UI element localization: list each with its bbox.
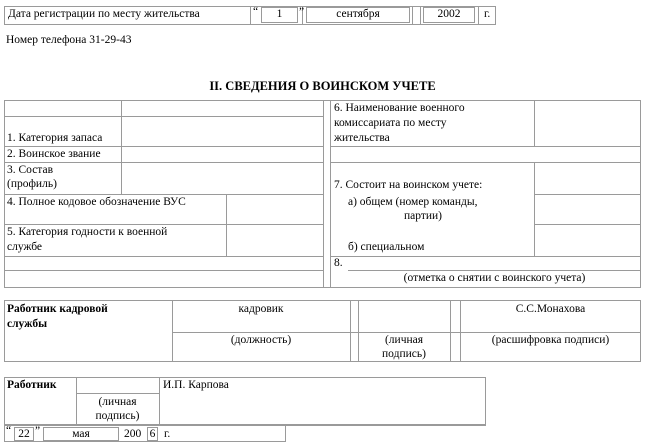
employee-year-digit: 6 xyxy=(149,428,156,440)
employee-month-value: мая xyxy=(72,428,90,440)
registration-day: 1 xyxy=(276,8,283,20)
removal-note: (отметка о снятии с воинского учета) xyxy=(403,272,586,284)
hr-service-label: службы xyxy=(7,318,48,330)
vus-code-label: 4. Полное кодовое обозначение ВУС xyxy=(7,196,186,208)
employee-quote-close: ” xyxy=(35,425,41,437)
commissariat-label-2: комиссариата по месту xyxy=(334,117,447,129)
fitness-category-label: 5. Категория годности к военной xyxy=(7,226,168,238)
hr-position-value: кадровик xyxy=(238,303,284,315)
employee-label: Работник xyxy=(7,379,57,391)
commissariat-label: 6. Наименование военного xyxy=(334,102,465,114)
employee-day-value: 22 xyxy=(18,428,30,440)
composition-profile-label: (профиль) xyxy=(7,178,57,190)
employee-name-value: И.П. Карпова xyxy=(163,379,229,391)
registration-year-suffix: г. xyxy=(484,8,491,20)
registration-label: Дата регистрации по месту жительства xyxy=(8,8,200,20)
composition-label: 3. Состав xyxy=(7,164,54,176)
phone-number: Номер телефона 31-29-43 xyxy=(6,34,132,46)
fitness-service-label: службе xyxy=(7,241,43,253)
hr-signature-caption: (личная xyxy=(384,334,424,346)
employee-year-suffix: г. xyxy=(164,428,171,440)
hr-name-value: С.С.Монахова xyxy=(515,303,586,315)
registration-year: 2002 xyxy=(437,8,461,20)
special-registration-label: б) специальном xyxy=(348,241,425,253)
section-title: II. СВЕДЕНИЯ О ВОИНСКОМ УЧЕТЕ xyxy=(209,79,436,93)
general-registration-label-2: партии) xyxy=(403,210,443,222)
military-rank-label: 2. Воинское звание xyxy=(7,148,101,160)
general-registration-label: а) общем (номер команды, xyxy=(348,196,478,208)
registration-quote-open: “ xyxy=(253,6,259,18)
registration-month: сентября xyxy=(336,8,380,20)
hr-signature-caption-2: подпись) xyxy=(382,348,426,360)
hr-worker-label: Работник кадровой xyxy=(7,303,108,315)
employee-signature-caption: (личная xyxy=(98,396,137,408)
reserve-category-label: 1. Категория запаса xyxy=(7,132,103,144)
hr-position-caption: (должность) xyxy=(230,334,292,346)
employee-year-prefix: 200 xyxy=(124,428,142,440)
employee-quote-open: “ xyxy=(6,425,12,437)
item-8-label: 8. xyxy=(334,257,343,269)
hr-name-caption: (расшифровка подписи) xyxy=(491,334,610,346)
registered-label: 7. Состоит на воинском учете: xyxy=(334,179,483,191)
commissariat-label-3: жительства xyxy=(334,132,390,144)
registration-quote-close: ” xyxy=(299,6,305,18)
employee-signature-caption-2: подпись) xyxy=(95,410,140,422)
